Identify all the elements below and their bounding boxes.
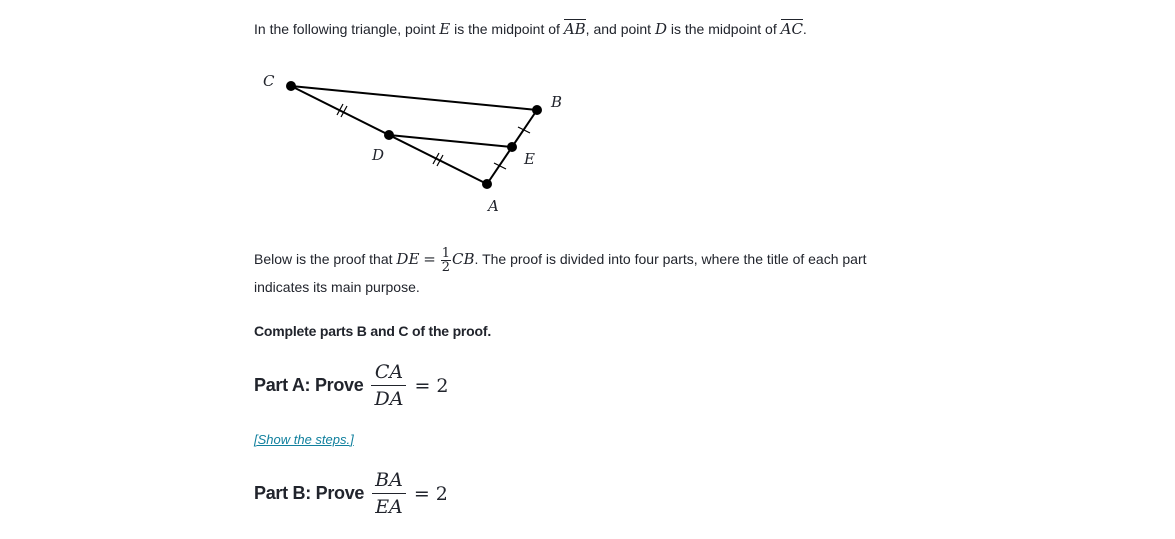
show-steps-link[interactable]: [Show the steps.] [254, 432, 354, 447]
part-a-fraction [371, 360, 406, 411]
proof-lhs: DE [396, 250, 420, 268]
label-b: B [551, 93, 563, 111]
proof-suffix: . The proof is divided into four parts, where the title of each part [474, 251, 867, 267]
label-e: E [524, 150, 535, 168]
fraction-denominator: 2 [441, 259, 451, 275]
intro-text-5: . [802, 21, 807, 37]
proof-equals: = [423, 250, 436, 268]
point-c [286, 81, 296, 91]
part-a-numerator: CA [371, 360, 406, 386]
triangle-figure [254, 62, 574, 222]
intro-text-1: In the following triangle, point [254, 21, 440, 37]
proof-rhs: CB [452, 250, 475, 268]
label-a: A [488, 197, 499, 215]
proof-description [254, 246, 867, 300]
part-b-fraction [372, 468, 406, 519]
label-d: D [372, 146, 385, 164]
proof-intro-line2: indicates its main purpose. [254, 278, 420, 295]
intro-text-3: , and point [585, 21, 655, 37]
part-a-heading [254, 360, 449, 411]
part-b-rhs: = 2 [413, 482, 448, 505]
one-half-fraction [441, 247, 451, 274]
point-a [482, 179, 492, 189]
instruction-heading: Complete parts B and C of the proof. [254, 323, 492, 339]
segment-ab: AB [563, 20, 586, 38]
part-b-denominator: EA [375, 496, 403, 518]
intro-text-2: is the midpoint of [450, 21, 564, 37]
point-d [384, 130, 394, 140]
label-c: C [263, 72, 275, 90]
side-cb [291, 86, 537, 110]
part-a-rhs: = 2 [414, 374, 449, 397]
part-b-numerator: BA [372, 468, 406, 494]
proof-prefix: Below is the proof that [254, 251, 397, 267]
point-e-symbol: E [439, 20, 451, 38]
point-e [507, 142, 517, 152]
part-a-denominator: DA [374, 388, 404, 410]
fraction-numerator: 1 [441, 245, 451, 261]
part-a-label: Part A: Prove [254, 375, 364, 395]
segment-ac: AC [780, 20, 803, 38]
part-b-label: Part B: Prove [254, 483, 365, 503]
point-d-symbol: D [654, 20, 667, 38]
point-b [532, 105, 542, 115]
part-b-heading [254, 468, 448, 519]
intro-text-4: is the midpoint of [666, 21, 781, 37]
triangle-diagram [254, 62, 574, 222]
problem-statement [254, 18, 807, 40]
